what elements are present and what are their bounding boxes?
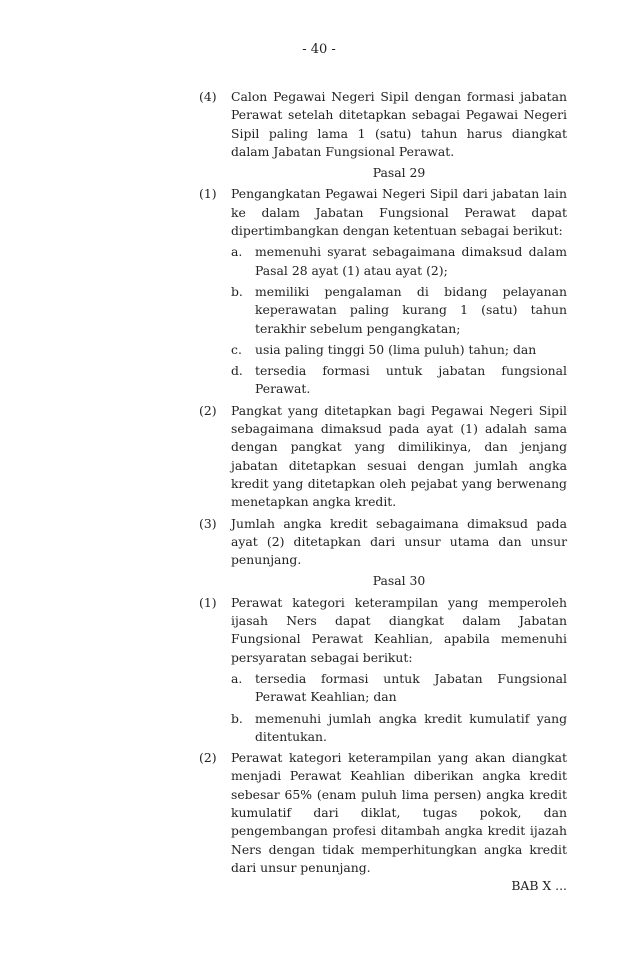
paragraph-text: Perawat kategori keterampilan yang akan diangkat menjadi Perawat Keahlian diberikan angka kredit sebesar 65% (enam puluh lima persen) angka kredit kumulatif dari diklat, tugas pokok, dan pengembangan profesi ditambah angka kredit ijazah Ners dengan tidak memperhitungkan angka kredit dari unsur penunjang. xyxy=(231,750,567,875)
pasal-29-heading: Pasal 29 xyxy=(372,165,426,181)
list-item-text: usia paling tinggi 50 (lima puluh) tahun; dan xyxy=(255,341,537,357)
pasal-29-paragraph-1 xyxy=(196,185,567,240)
paragraph-4 xyxy=(196,88,567,161)
list-item-label: b. xyxy=(231,283,243,299)
page-number: - 40 - xyxy=(302,42,336,57)
pasal-30-paragraph-1 xyxy=(196,594,567,667)
list-item-text: memenuhi syarat sebagaimana dimaksud dalam Pasal 28 ayat (1) atau ayat (2); xyxy=(255,244,567,278)
list-item-label: a. xyxy=(231,670,243,686)
list-item-text: memenuhi jumlah angka kredit kumulatif yang ditentukan. xyxy=(255,710,567,744)
list-item xyxy=(231,362,567,399)
list-item xyxy=(231,283,567,338)
list-item-text: tersedia formasi untuk jabatan fungsional Perawat. xyxy=(255,363,567,397)
pasal-30-heading: Pasal 30 xyxy=(372,573,426,589)
list-item-label: a. xyxy=(231,244,243,260)
paragraph-number: (3) xyxy=(199,515,217,531)
list-item-text: tersedia formasi untuk Jabatan Fungsional Perawat Keahlian; dan xyxy=(255,670,567,705)
paragraph-number: (4) xyxy=(199,89,217,104)
paragraph-text: Pengangkatan Pegawai Negeri Sipil dari jabatan lain ke dalam Jabatan Fungsional Perawat dapat dipertimbangkan dengan ketentuan sebagai berikut: xyxy=(231,186,567,239)
list-item-text: memiliki pengalaman di bidang pelayanan keperawatan paling kurang 1 (satu) tahun terakhir sebelum pengangkatan; xyxy=(255,283,567,336)
paragraph-number: (1) xyxy=(199,594,217,610)
document-body xyxy=(196,88,567,880)
pasal-29-paragraph-3 xyxy=(196,515,567,570)
paragraph-number: (2) xyxy=(199,402,217,418)
list-item xyxy=(231,710,567,747)
list-item-label: b. xyxy=(231,710,243,726)
paragraph-text: Jumlah angka kredit sebagaimana dimaksud pada ayat (2) ditetapkan dari unsur utama dan unsur penunjang. xyxy=(231,515,567,568)
list-item xyxy=(231,670,567,707)
list-item xyxy=(231,243,567,280)
pasal-29-paragraph-2 xyxy=(196,402,567,512)
list-item-label: c. xyxy=(231,341,242,357)
paragraph-number: (2) xyxy=(199,750,217,766)
list-item xyxy=(231,341,567,359)
page-footer-catchword: BAB X ... xyxy=(511,878,567,893)
paragraph-text: Pangkat yang ditetapkan bagi Pegawai Negeri Sipil sebagaimana dimaksud pada ayat (1) adalah sama dengan pangkat yang dimilikinya, dan jenjang jabatan ditetapkan sesuai dengan jumlah angka kredit yang ditetapkan oleh pejabat yang berwenang menetapkan angka kredit. xyxy=(231,402,567,510)
pasal-30-paragraph-2 xyxy=(196,749,567,877)
paragraph-text: Calon Pegawai Negeri Sipil dengan formasi jabatan Perawat setelah ditetapkan sebagai Pegawai Negeri Sipil paling lama 1 (satu) tahun harus diangkat dalam Jabatan Fungsional Perawat. xyxy=(231,89,567,159)
paragraph-number: (1) xyxy=(199,186,217,202)
list-item-label: d. xyxy=(231,363,243,379)
paragraph-text: Perawat kategori keterampilan yang memperoleh ijasah Ners dapat diangkat dalam Jabatan Fungsional Perawat Keahlian, apabila memenuhi persyaratan sebagai berikut: xyxy=(231,594,567,665)
